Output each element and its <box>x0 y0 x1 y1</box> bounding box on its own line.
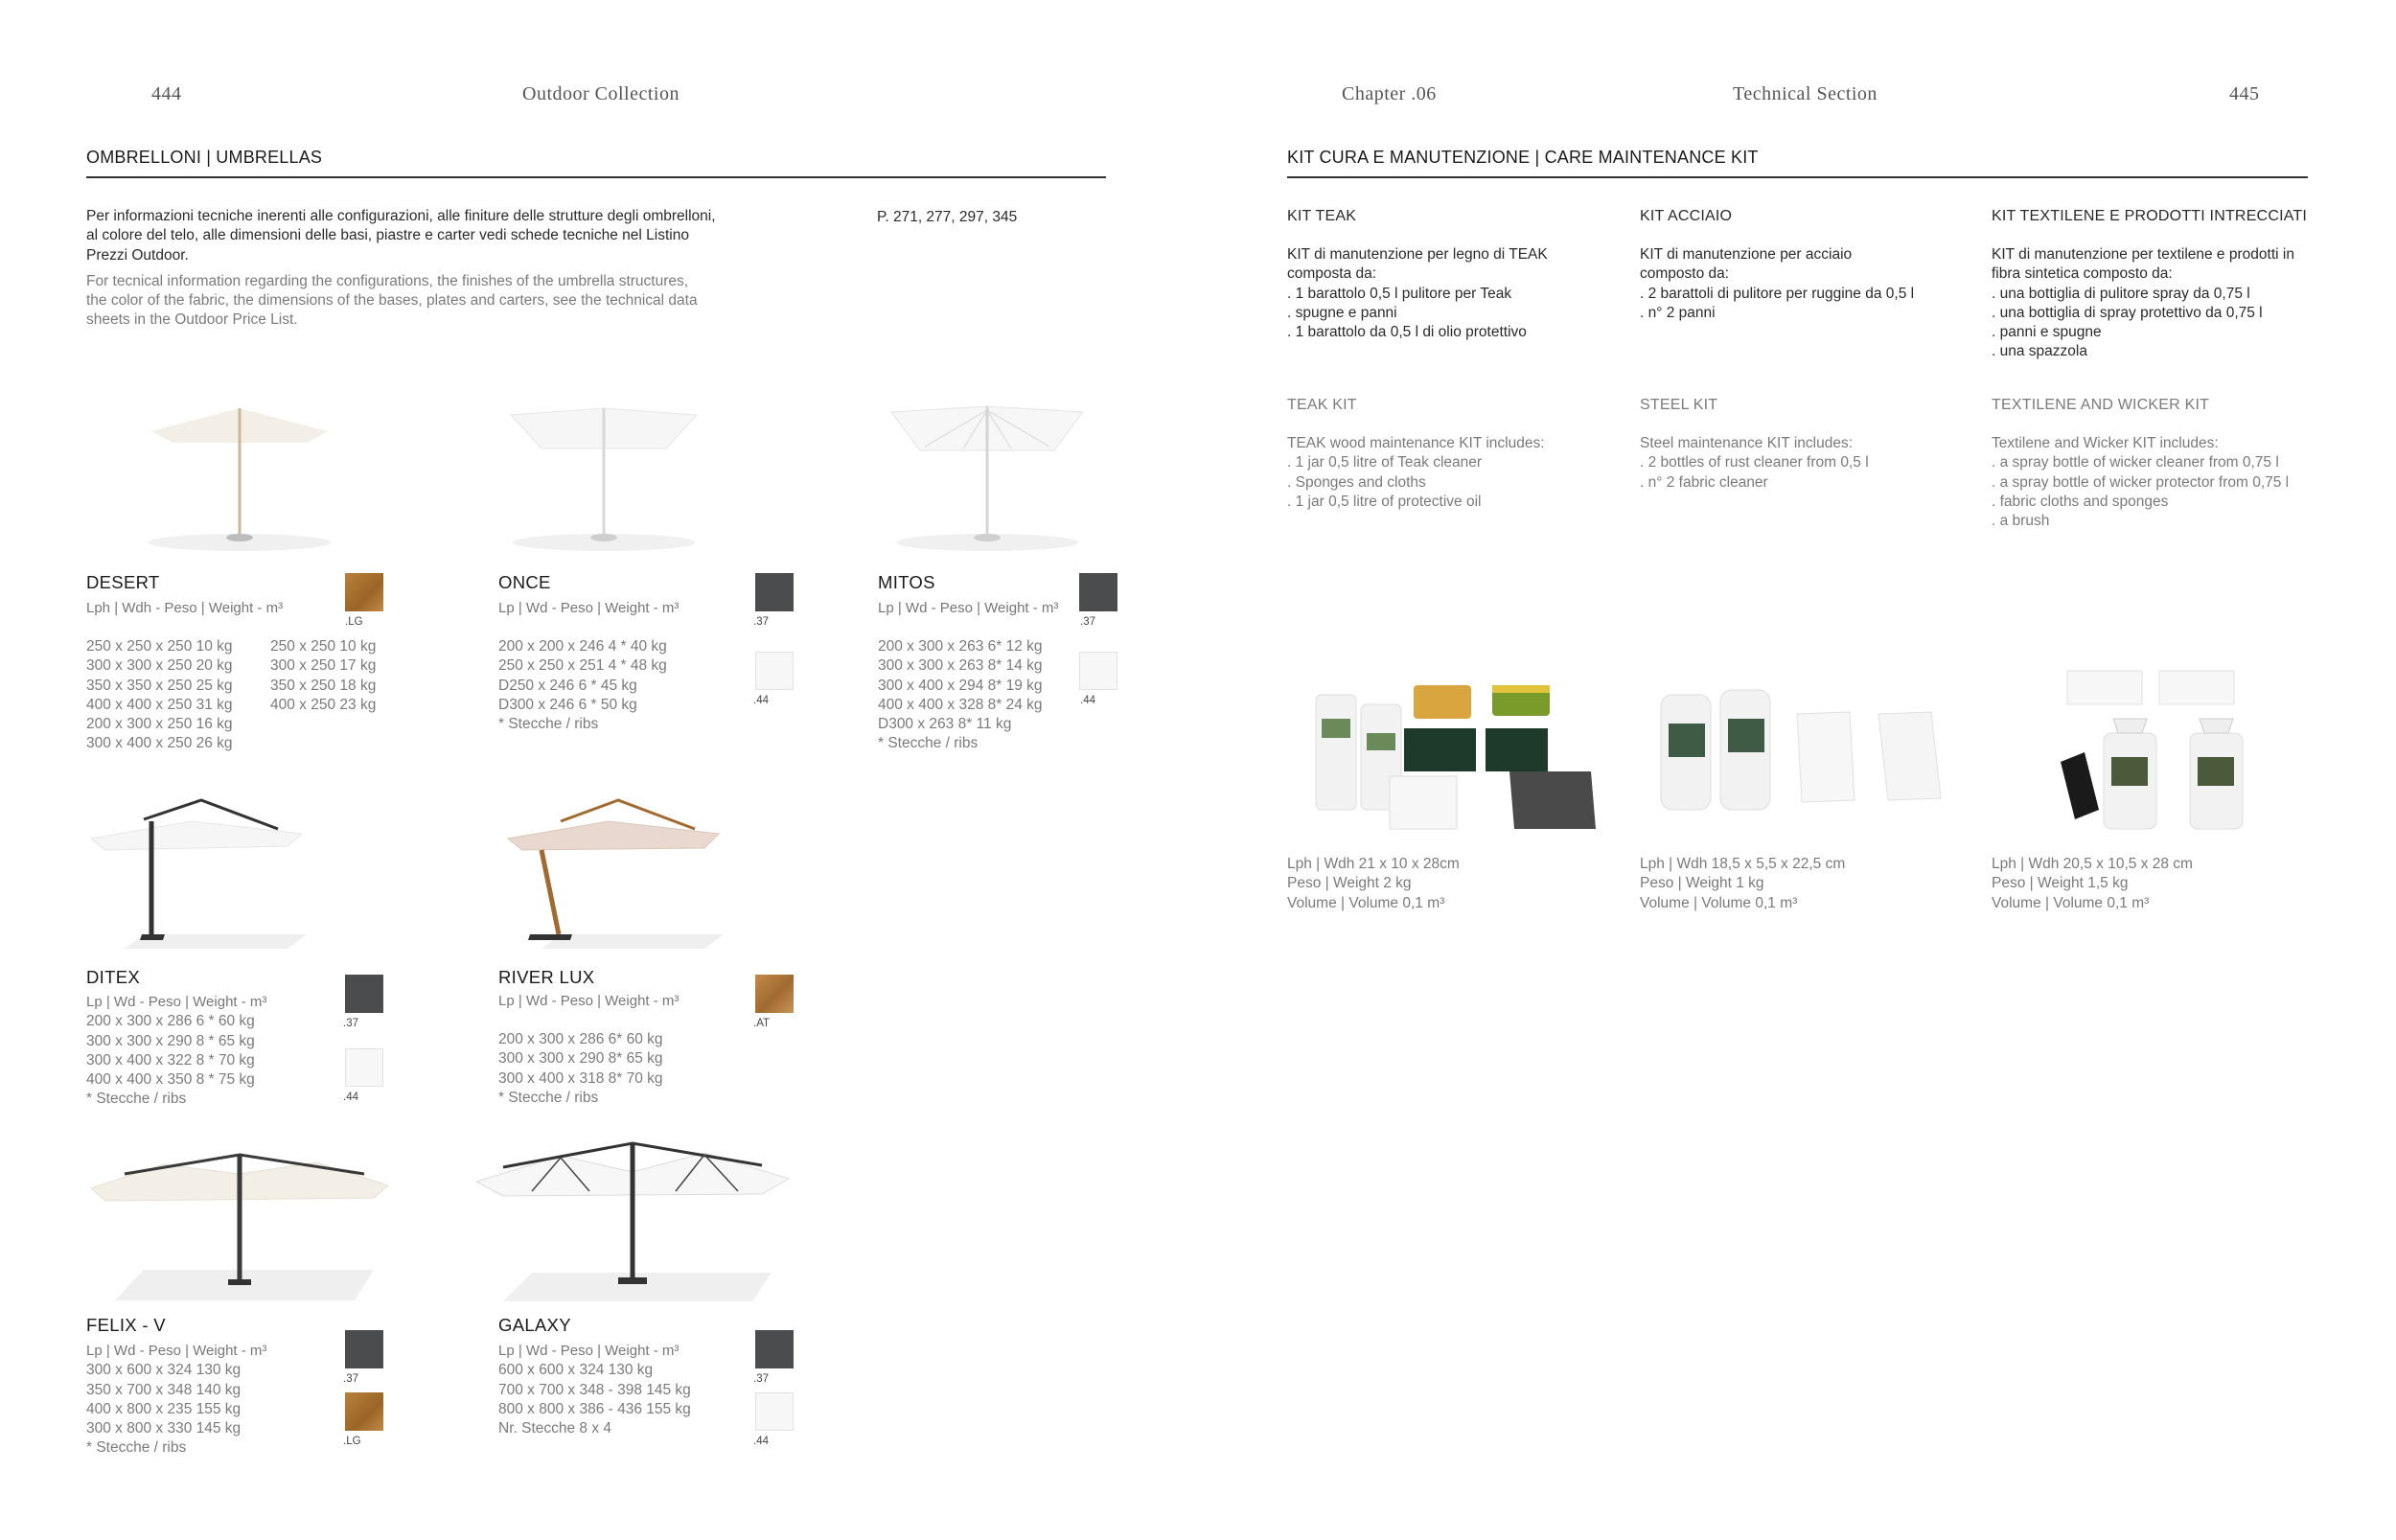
info-it-line: al colore del telo, alle dimensioni delle basi, piastre e carter vedi schede tecniche nel Listino <box>86 227 689 244</box>
dims-line: 700 x 700 x 348 - 398 145 kg <box>498 1381 691 1398</box>
spec-line: Lph | Wdh 21 x 10 x 28cm <box>1287 856 1460 872</box>
textilene-kit-title: KIT TEXTILENE E PRODOTTI INTRECCIATI <box>1992 208 2308 224</box>
kit-line: . 2 barattoli di pulitore per ruggine da 0,5 l <box>1640 285 1915 302</box>
dims-line: 300 x 250 17 kg <box>270 657 377 675</box>
kit-line: . 1 barattolo da 0,5 l di olio protettivo <box>1287 324 1527 341</box>
kit-line: . a spray bottle of wicker protector from 0,75 l <box>1992 473 2290 491</box>
spec-line: Peso | Weight 1 kg <box>1640 875 1764 892</box>
desert-swatch-lg <box>345 573 383 611</box>
once-subtitle: Lp | Wd - Peso | Weight - m³ <box>498 600 680 616</box>
once-umbrella-image <box>503 401 704 554</box>
spec-line: Lph | Wdh 20,5 x 10,5 x 28 cm <box>1992 856 2193 872</box>
teak-kit-title: KIT TEAK <box>1287 208 1357 224</box>
price-list-pages: P. 271, 277, 297, 345 <box>877 209 1018 225</box>
desert-name: DESERT <box>86 572 160 592</box>
felix-swatch-37 <box>345 1330 383 1368</box>
info-it-line: Prezzi Outdoor. <box>86 246 189 264</box>
dims-line: 350 x 350 x 250 25 kg <box>86 677 233 694</box>
dims-line: 300 x 400 x 294 8* 19 kg <box>878 677 1043 694</box>
mitos-dims <box>878 637 1043 754</box>
kit-line: . fabric cloths and sponges <box>1992 493 2169 510</box>
ditex-swatch-37 <box>345 975 383 1013</box>
kit-line: . panni e spugne <box>1992 324 2102 341</box>
kit-line: Textilene and Wicker KIT includes: <box>1992 435 2219 451</box>
felix-swatch-code: .37 <box>343 1373 358 1385</box>
desert-dims-col1 <box>86 637 233 754</box>
dims-line: 350 x 700 x 348 140 kg <box>86 1381 242 1398</box>
mitos-name: MITOS <box>878 572 935 592</box>
river-lux-name: RIVER LUX <box>498 967 595 987</box>
kit-line: KIT di manutenzione per textilene e prodotti in <box>1992 246 2294 263</box>
galaxy-swatch-code: .44 <box>753 1436 769 1447</box>
section-rule <box>86 176 1106 178</box>
river-lux-umbrella-image <box>503 791 733 949</box>
steel-kit-title: KIT ACCIAIO <box>1640 208 1733 224</box>
dims-line: 250 x 250 x 250 10 kg <box>86 638 233 655</box>
kit-line: . a brush <box>1992 513 2050 530</box>
galaxy-swatch-code: .37 <box>753 1373 769 1385</box>
galaxy-dims <box>498 1342 691 1438</box>
spec-line: Volume | Volume 0,1 m³ <box>1992 894 2150 911</box>
river-lux-swatch-at <box>755 975 794 1013</box>
kit-line: . Sponges and cloths <box>1287 473 1426 491</box>
mitos-swatch-37 <box>1079 573 1117 611</box>
spec-line: Peso | Weight 2 kg <box>1287 875 1412 892</box>
felix-swatch-code: .LG <box>343 1436 361 1447</box>
galaxy-subtitle: Lp | Wd - Peso | Weight - m³ <box>498 1343 680 1359</box>
textilene-kit-image <box>2056 666 2305 834</box>
chapter-label: Chapter .06 <box>1342 83 1437 104</box>
ditex-name: DITEX <box>86 967 140 987</box>
umbrellas-section-title: OMBRELLONI | UMBRELLAS <box>86 148 323 167</box>
ditex-swatch-44 <box>345 1048 383 1087</box>
textilene-kit-it <box>1992 208 2307 362</box>
once-swatch-37 <box>755 573 794 611</box>
dims-line: 200 x 300 x 286 6* 60 kg <box>498 1031 663 1047</box>
spec-line: Volume | Volume 0,1 m³ <box>1640 894 1798 911</box>
felix-dims <box>86 1342 266 1459</box>
kit-line: . una spazzola <box>1992 343 2087 360</box>
dims-line: 300 x 300 x 290 8 * 65 kg <box>86 1032 255 1049</box>
umbrellas-info <box>86 207 716 331</box>
right-page-number: 445 <box>2229 83 2260 104</box>
info-en-line: the color of the fabric, the dimensions of the bases, plates and carters, see the technical data <box>86 292 698 310</box>
kit-line: . 2 bottles of rust cleaner from 0,5 l <box>1640 454 1869 471</box>
dims-line: 300 x 400 x 322 8 * 70 kg <box>86 1051 255 1069</box>
galaxy-name: GALAXY <box>498 1315 571 1335</box>
left-running-title: Outdoor Collection <box>522 83 680 104</box>
felix-umbrella-image <box>86 1145 393 1303</box>
desert-umbrella-image <box>144 401 335 554</box>
section-rule <box>1287 176 2308 178</box>
dims-line: 250 x 250 10 kg <box>270 638 377 655</box>
spec-line: Volume | Volume 0,1 m³ <box>1287 894 1445 911</box>
dims-line: 200 x 300 x 286 6 * 60 kg <box>86 1013 255 1030</box>
dims-line: 300 x 300 x 263 8* 14 kg <box>878 657 1043 675</box>
kit-line: . n° 2 fabric cleaner <box>1640 473 1768 491</box>
dims-line: 200 x 300 x 250 16 kg <box>86 716 233 733</box>
kit-line: . una bottiglia di pulitore spray da 0,75 l <box>1992 285 2250 302</box>
felix-swatch-lg <box>345 1392 383 1431</box>
dims-line: 300 x 300 x 290 8* 65 kg <box>498 1050 663 1068</box>
dims-line: 300 x 400 x 318 8* 70 kg <box>498 1069 663 1087</box>
dims-line: 300 x 600 x 324 130 kg <box>86 1362 242 1379</box>
dims-line: 400 x 400 x 250 31 kg <box>86 696 233 713</box>
galaxy-umbrella-image <box>474 1138 791 1301</box>
info-it-line: Per informazioni tecniche inerenti alle configurazioni, alle finiture delle strutture degli ombrelloni, <box>86 208 716 224</box>
kit-line: . 1 barattolo 0,5 l pulitore per Teak <box>1287 285 1512 302</box>
dims-line: 400 x 400 x 350 8 * 75 kg <box>86 1071 255 1089</box>
kit-line: composta da: <box>1287 265 1377 283</box>
dims-line: 400 x 400 x 328 8* 24 kg <box>878 696 1043 713</box>
once-swatch-44 <box>755 652 794 690</box>
dims-line: 200 x 200 x 246 4 * 40 kg <box>498 638 667 655</box>
dims-line: D250 x 246 6 * 45 kg <box>498 677 637 694</box>
kit-line: . spugne e panni <box>1287 304 1397 321</box>
kit-line: fibra sintetica composto da: <box>1992 265 2173 283</box>
ditex-swatch-code: .37 <box>343 1018 358 1029</box>
dims-line: * Stecche / ribs <box>86 1091 187 1108</box>
dims-line: 250 x 250 x 251 4 * 48 kg <box>498 657 667 675</box>
right-running-title: Technical Section <box>1733 83 1878 104</box>
textilene-kit-en-title: TEXTILENE AND WICKER KIT <box>1992 397 2210 413</box>
mitos-swatch-44 <box>1079 652 1117 690</box>
dims-line: * Stecche / ribs <box>878 735 979 752</box>
steel-kit-it <box>1640 208 1914 323</box>
desert-subtitle: Lph | Wdh - Peso | Weight - m³ <box>86 600 284 616</box>
teak-kit-en-title: TEAK KIT <box>1287 397 1357 413</box>
kit-line: . una bottiglia di spray protettivo da 0,75 l <box>1992 304 2263 321</box>
dims-line: 400 x 800 x 235 155 kg <box>86 1400 242 1417</box>
galaxy-swatch-44 <box>755 1392 794 1431</box>
mitos-swatch-code: .37 <box>1080 616 1095 628</box>
once-dims <box>498 637 667 734</box>
dims-line: 200 x 300 x 263 6* 12 kg <box>878 638 1043 655</box>
dims-line: 400 x 250 23 kg <box>270 696 377 713</box>
felix-name: FELIX - V <box>86 1315 166 1335</box>
once-swatch-code: .37 <box>753 616 769 628</box>
dims-line: 600 x 600 x 324 130 kg <box>498 1362 654 1379</box>
once-swatch-code: .44 <box>753 695 769 706</box>
ditex-subtitle: Lp | Wd - Peso | Weight - m³ <box>86 994 267 1010</box>
kit-line: . 1 jar 0,5 litre of Teak cleaner <box>1287 454 1483 471</box>
kit-line: composto da: <box>1640 265 1730 283</box>
dims-line: Nr. Stecche 8 x 4 <box>498 1420 612 1437</box>
kit-line: KIT di manutenzione per legno di TEAK <box>1287 246 1548 263</box>
steel-kit-en <box>1640 397 1869 493</box>
dims-line: 350 x 250 18 kg <box>270 677 377 694</box>
info-en-line: sheets in the Outdoor Price List. <box>86 311 298 329</box>
ditex-swatch-code: .44 <box>343 1092 358 1103</box>
kit-line: TEAK wood maintenance KIT includes: <box>1287 435 1545 451</box>
kit-line: . 1 jar 0,5 litre of protective oil <box>1287 493 1482 510</box>
teak-kit-image <box>1308 676 1596 839</box>
kit-line: . n° 2 panni <box>1640 304 1716 321</box>
kit-line: . a spray bottle of wicker cleaner from 0,75 l <box>1992 454 2279 471</box>
textilene-kit-en <box>1992 397 2289 531</box>
steel-kit-en-title: STEEL KIT <box>1640 397 1718 413</box>
river-lux-dims <box>498 1030 663 1108</box>
spec-line: Peso | Weight 1,5 kg <box>1992 875 2129 892</box>
galaxy-swatch-37 <box>755 1330 794 1368</box>
info-en-line: For tecnical information regarding the configurations, the finishes of the umbrella structures, <box>86 272 689 289</box>
steel-kit-specs <box>1640 855 1845 913</box>
teak-kit-it <box>1287 208 1548 342</box>
kit-line: KIT di manutenzione per acciaio <box>1640 246 1853 263</box>
desert-swatch-code: .LG <box>345 616 363 628</box>
kit-line: Steel maintenance KIT includes: <box>1640 435 1854 451</box>
dims-line: 300 x 400 x 250 26 kg <box>86 735 233 752</box>
dims-line: * Stecche / ribs <box>498 716 599 733</box>
river-lux-subtitle: Lp | Wd - Peso | Weight - m³ <box>498 993 680 1009</box>
teak-kit-specs <box>1287 855 1460 913</box>
desert-dims-col2 <box>270 637 376 715</box>
ditex-dims <box>86 993 266 1110</box>
steel-kit-image <box>1653 676 1950 819</box>
once-name: ONCE <box>498 572 551 592</box>
kits-section-title: KIT CURA E MANUTENZIONE | CARE MAINTENANCE KIT <box>1287 148 1759 167</box>
dims-line: 300 x 300 x 250 20 kg <box>86 657 233 675</box>
dims-line: D300 x 263 8* 11 kg <box>878 716 1012 733</box>
ditex-umbrella-image <box>86 791 316 949</box>
mitos-subtitle: Lp | Wd - Peso | Weight - m³ <box>878 600 1059 616</box>
spec-line: Lph | Wdh 18,5 x 5,5 x 22,5 cm <box>1640 856 1846 872</box>
dims-line: D300 x 246 6 * 50 kg <box>498 696 637 713</box>
textilene-kit-specs <box>1992 855 2193 913</box>
felix-subtitle: Lp | Wd - Peso | Weight - m³ <box>86 1343 267 1359</box>
river-lux-swatch-code: .AT <box>753 1018 771 1029</box>
teak-kit-en <box>1287 397 1545 512</box>
dims-line: * Stecche / ribs <box>86 1439 187 1457</box>
mitos-swatch-code: .44 <box>1080 695 1095 706</box>
left-page-number: 444 <box>151 83 182 104</box>
dims-line: 800 x 800 x 386 - 436 155 kg <box>498 1400 691 1417</box>
mitos-umbrella-image <box>887 401 1088 554</box>
dims-line: 300 x 800 x 330 145 kg <box>86 1420 242 1437</box>
dims-line: * Stecche / ribs <box>498 1089 599 1106</box>
